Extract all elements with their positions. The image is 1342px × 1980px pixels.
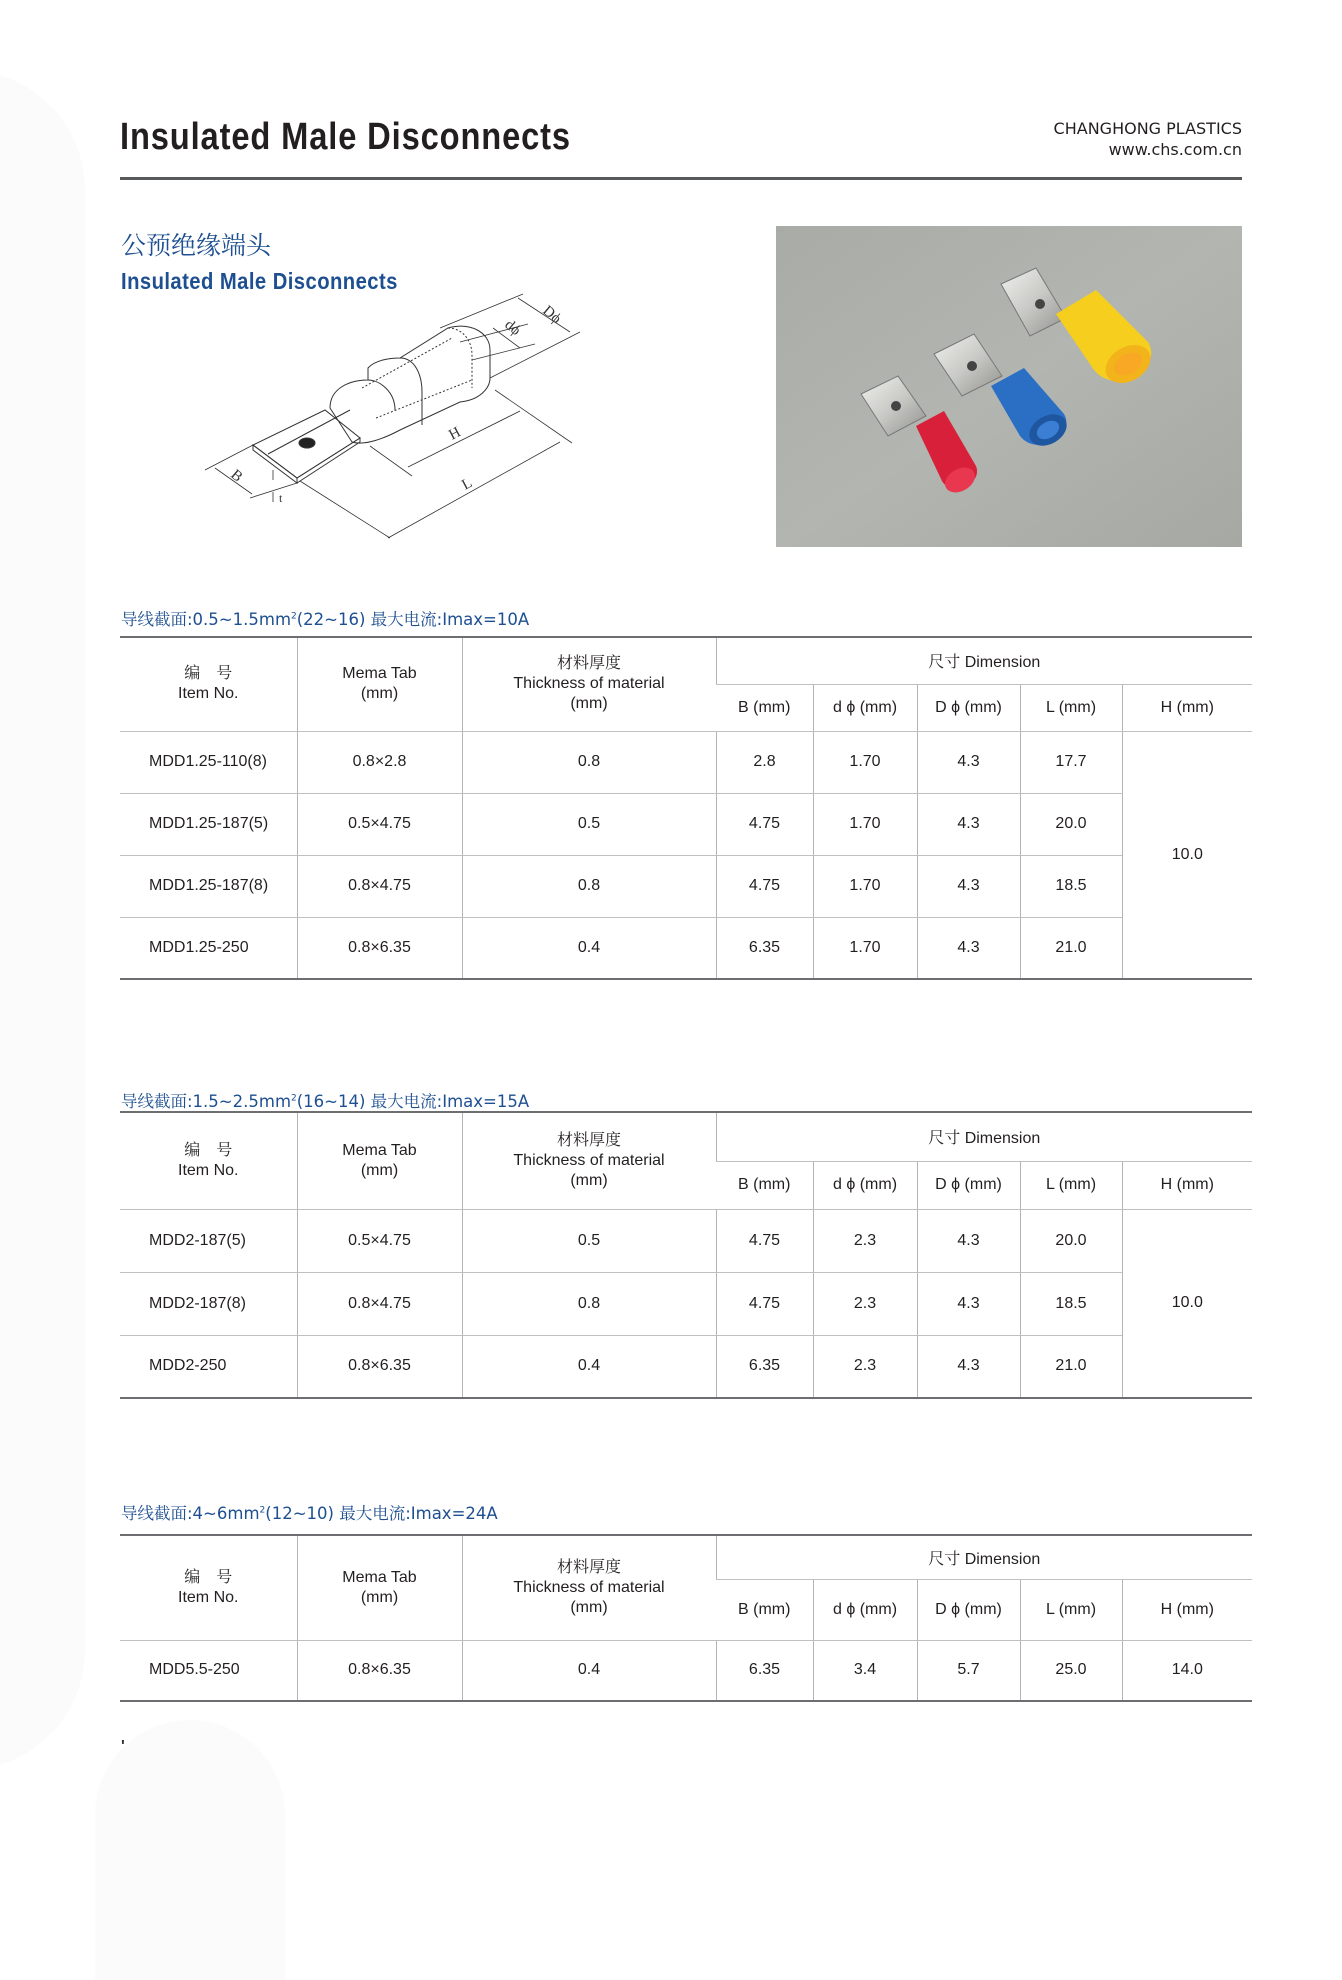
cell-tab: 0.8×4.75 (297, 855, 462, 917)
label-H: H (446, 424, 464, 444)
cell-L: 20.0 (1020, 793, 1122, 855)
header-dimension: 尺寸 Dimension (716, 1535, 1252, 1579)
cell-L: 21.0 (1020, 917, 1122, 979)
cell-B: 4.75 (716, 1209, 813, 1272)
cell-thickness: 0.8 (462, 855, 716, 917)
connector-dimension-diagram (190, 280, 610, 560)
header-mema-tab: Mema Tab (mm) (297, 637, 462, 731)
cell-thickness: 0.5 (462, 1209, 716, 1272)
dimension-labels (227, 303, 564, 505)
header-L: L (mm) (1020, 1161, 1122, 1209)
cell-tab: 0.5×4.75 (297, 1209, 462, 1272)
cell-D: 4.3 (917, 917, 1020, 979)
table-row (120, 1209, 1252, 1272)
cell-D: 4.3 (917, 1335, 1020, 1398)
cell-d: 3.4 (813, 1640, 917, 1701)
table-row (120, 793, 1252, 855)
cell-thickness: 0.4 (462, 1335, 716, 1398)
cell-B: 4.75 (716, 1272, 813, 1335)
table-row (120, 1335, 1252, 1398)
label-d-phi: dϕ (501, 316, 524, 339)
header-H: H (mm) (1122, 1161, 1252, 1209)
cell-L: 18.5 (1020, 1272, 1122, 1335)
header-mema-tab: Mema Tab (mm) (297, 1112, 462, 1209)
label-D-phi: Dϕ (539, 302, 565, 328)
cell-H: 10.0 (1122, 731, 1252, 979)
tab-hole-icon (299, 438, 315, 448)
heading-sup: 2 (291, 611, 297, 622)
cell-H: 10.0 (1122, 1209, 1252, 1398)
cell-L: 20.0 (1020, 1209, 1122, 1272)
dimension-lines (205, 294, 580, 538)
cell-d: 1.70 (813, 793, 917, 855)
spec-heading-1 (121, 606, 529, 630)
heading-text: (22~16) 最大电流:Imax=10A (296, 610, 530, 629)
page-title: Insulated Male Disconnects (120, 116, 571, 158)
brand-block (1054, 118, 1242, 160)
brand-url: www.chs.com.cn (1108, 140, 1242, 159)
cell-tab: 0.8×2.8 (297, 731, 462, 793)
cell-thickness: 0.4 (462, 1640, 716, 1701)
cell-B: 4.75 (716, 855, 813, 917)
cell-B: 2.8 (716, 731, 813, 793)
header-item-no: 编 号 Item No. (120, 1535, 297, 1640)
cell-thickness: 0.5 (462, 793, 716, 855)
cell-B: 6.35 (716, 917, 813, 979)
cell-B: 6.35 (716, 1335, 813, 1398)
header-L: L (mm) (1020, 1579, 1122, 1640)
cell-item: MDD5.5-250 (120, 1640, 297, 1701)
header-d-phi: d ϕ (mm) (813, 1161, 917, 1209)
cell-item: MDD2-187(8) (120, 1272, 297, 1335)
cell-tab: 0.5×4.75 (297, 793, 462, 855)
cell-D: 4.3 (917, 793, 1020, 855)
tab-blade (253, 410, 360, 483)
cell-B: 4.75 (716, 793, 813, 855)
product-title-en: Insulated Male Disconnects (121, 268, 398, 294)
header-H: H (mm) (1122, 684, 1252, 731)
label-B: B (227, 466, 246, 486)
cell-thickness: 0.4 (462, 917, 716, 979)
header-thickness: 材料厚度 Thickness of material (mm) (462, 637, 716, 731)
cell-B: 6.35 (716, 1640, 813, 1701)
cell-d: 2.3 (813, 1335, 917, 1398)
header-dimension: 尺寸 Dimension (716, 637, 1252, 684)
heading-text: 导线截面:1.5~2.5mm (121, 1092, 292, 1111)
product-title-cn: 公预绝缘端头 (121, 231, 272, 260)
label-L: L (459, 475, 475, 494)
cell-d: 1.70 (813, 917, 917, 979)
heading-text: 导线截面:4~6mm (121, 1504, 260, 1523)
cell-D: 4.3 (917, 1209, 1020, 1272)
header-item-no: 编 号 Item No. (120, 637, 297, 731)
table-row (120, 731, 1252, 793)
table-row (120, 1272, 1252, 1335)
header-H: H (mm) (1122, 1579, 1252, 1640)
table-row (120, 917, 1252, 979)
cell-tab: 0.8×4.75 (297, 1272, 462, 1335)
background-shape (0, 70, 85, 1770)
header-thickness: 材料厚度 Thickness of material (mm) (462, 1535, 716, 1640)
header-thickness: 材料厚度 Thickness of material (mm) (462, 1112, 716, 1209)
header-D-phi: D ϕ (mm) (917, 684, 1020, 731)
cell-thickness: 0.8 (462, 731, 716, 793)
header-B: B (mm) (716, 1579, 813, 1640)
cell-tab: 0.8×6.35 (297, 1335, 462, 1398)
cell-L: 25.0 (1020, 1640, 1122, 1701)
spec-table-1 (120, 636, 1252, 980)
cell-H: 14.0 (1122, 1640, 1252, 1701)
cell-item: MDD1.25-110(8) (120, 731, 297, 793)
cell-tab: 0.8×6.35 (297, 1640, 462, 1701)
heading-sup: 2 (291, 1093, 297, 1104)
cell-D: 4.3 (917, 855, 1020, 917)
cell-D: 4.3 (917, 1272, 1020, 1335)
cell-item: MDD1.25-187(5) (120, 793, 297, 855)
cell-d: 1.70 (813, 731, 917, 793)
spec-table-3 (120, 1534, 1252, 1702)
header-item-no: 编 号 Item No. (120, 1112, 297, 1209)
cell-d: 2.3 (813, 1272, 917, 1335)
label-t: t (279, 491, 283, 505)
table-row (120, 855, 1252, 917)
heading-sup: 2 (259, 1505, 266, 1516)
cell-d: 2.3 (813, 1209, 917, 1272)
header-dimension: 尺寸 Dimension (716, 1112, 1252, 1161)
header-d-phi: d ϕ (mm) (813, 1579, 917, 1640)
cell-thickness: 0.8 (462, 1272, 716, 1335)
product-photo (776, 226, 1242, 547)
header-D-phi: D ϕ (mm) (917, 1161, 1020, 1209)
heading-text: 导线截面:0.5~1.5mm (121, 610, 292, 629)
table-row (120, 1640, 1252, 1701)
header-d-phi: d ϕ (mm) (813, 684, 917, 731)
header-D-phi: D ϕ (mm) (917, 1579, 1020, 1640)
cell-item: MDD2-250 (120, 1335, 297, 1398)
cell-L: 21.0 (1020, 1335, 1122, 1398)
cell-L: 18.5 (1020, 855, 1122, 917)
header-B: B (mm) (716, 684, 813, 731)
cell-tab: 0.8×6.35 (297, 917, 462, 979)
background-shape (95, 1720, 285, 1980)
heading-text: (16~14) 最大电流:Imax=15A (296, 1092, 530, 1111)
insulation-barrel (330, 326, 490, 443)
header-divider (120, 177, 1242, 180)
cell-D: 4.3 (917, 731, 1020, 793)
footer-mark: ' (121, 1738, 125, 1755)
spec-table-2 (120, 1111, 1252, 1399)
header-L: L (mm) (1020, 684, 1122, 731)
cell-item: MDD1.25-187(8) (120, 855, 297, 917)
cell-item: MDD1.25-250 (120, 917, 297, 979)
header-B: B (mm) (716, 1161, 813, 1209)
heading-text: (12~10) 最大电流:Imax=24A (265, 1504, 498, 1523)
cell-item: MDD2-187(5) (120, 1209, 297, 1272)
header-mema-tab: Mema Tab (mm) (297, 1535, 462, 1640)
cell-L: 17.7 (1020, 731, 1122, 793)
brand-name: CHANGHONG PLASTICS (1053, 119, 1242, 138)
cell-D: 5.7 (917, 1640, 1020, 1701)
cell-d: 1.70 (813, 855, 917, 917)
spec-heading-3 (121, 1500, 498, 1524)
spec-heading-2 (121, 1088, 529, 1112)
